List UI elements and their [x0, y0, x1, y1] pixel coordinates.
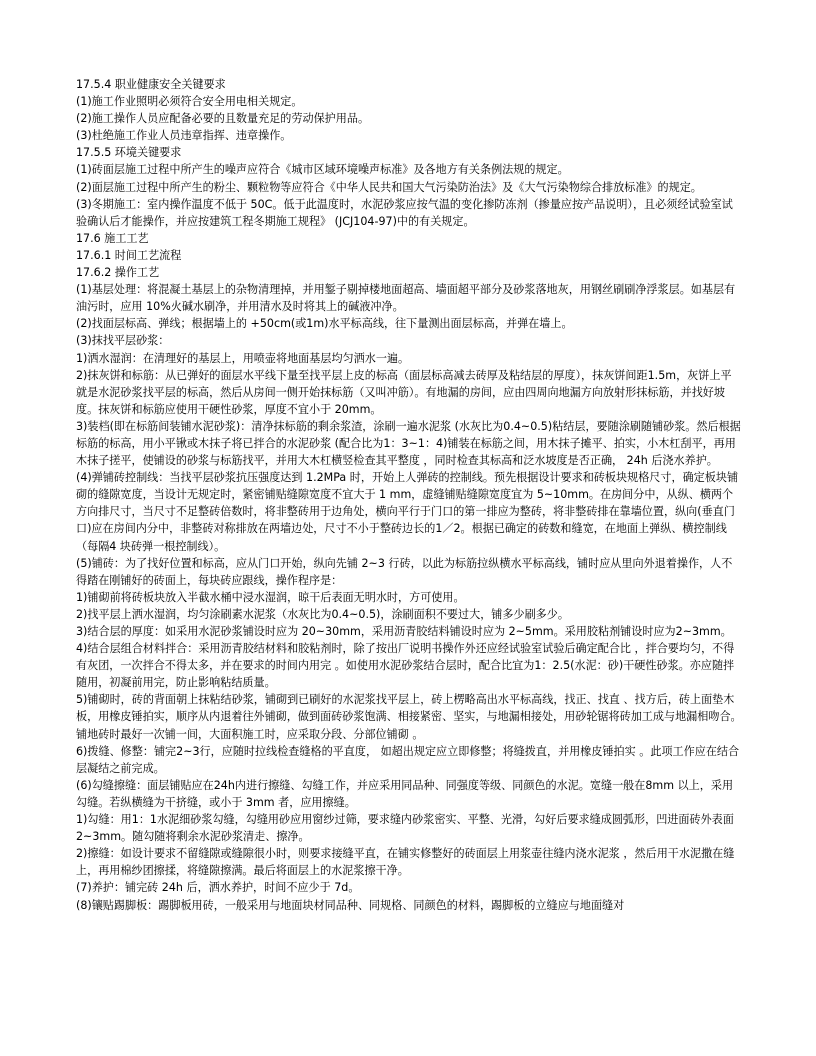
paragraph: 2)找平层上洒水湿润，均匀涂刷素水泥浆（水灰比为0.4~0.5)，涂刷面积不要过大，铺多少刷多少。 — [76, 607, 569, 621]
paragraph: (5)铺砖：为了找好位置和标高，应从门口开始，纵向先铺 2~3 行砖，以此为标筋拉纵横水平标高线，铺时应从里向外退着操作，人不得踏在刚铺好的砖面上，每块砖应跟线，操作程序是： — [76, 556, 733, 587]
paragraph: 3)装档(即在标筋间装铺水泥砂浆)：清净抹标筋的剩余浆渣，涂刷一遍水泥浆 (水灰比为0.4~0.5)粘结层，要随涂刷随铺砂浆。然后根据标筋的标高，用小平锹或木抹子将已拌合的水泥砂浆 (配合比为1：3~1：4)铺装在标筋之间，用木抹子摊平、拍实，小木杠刮平，再用木抹子搓平，使铺设的砂浆与标筋找平，并用大木杠横竖检查其平整度 ，同时检查其标高和泛水坡度是否正确， 24h 后浇水养护。 — [76, 419, 741, 468]
paragraph: 2)抹灰饼和标筋：从已弹好的面层水平线下量至找平层上皮的标高（面层标高减去砖厚及粘结层的厚度），抹灰饼间距1.5m，灰饼上平就是水泥砂浆找平层的标高，然后从房间一侧开始抹标筋（又叫冲筋）。有地漏的房间，应由四周向地漏方向放射形抹标筋，并找好坡度。抹灰饼和标筋应使用干硬性砂浆，厚度不宜小于 20mm。 — [76, 368, 732, 416]
paragraph: 4)结合层组合材料拌合：采用沥青胶结材料和胶粘剂时，除了按出厂说明书操作外还应经试验室试验后确定配合比 ，拌合要均匀，不得有灰团，一次拌合不得太多，并在要求的时间内用完 。如使用水泥砂浆结合层时，配合比宜为1：2.5(水泥：砂)干硬性砂浆。亦应随拌随用，初凝前用完，防止影响粘结质量。 — [76, 642, 735, 690]
paragraph: (1)砖面层施工过程中所产生的噪声应符合《城市区域环境噪声标准》及各地方有关条例法规的规定。 — [76, 163, 569, 177]
paragraph: 6)拨缝、修整：铺完2~3行，应随时拉线检查缝格的平直度， 如超出规定应立即修整；将缝拨直，并用橡皮锤拍实 。此项工作应在结合层凝结之前完成。 — [76, 744, 740, 775]
paragraph: (7)养护：铺完砖 24h 后，洒水养护，时间不应少于 7d。 — [76, 881, 360, 895]
paragraph: (2)找面层标高、弹线；根据墙上的 +50cm(或1m)水平标高线，往下量测出面层标高，并弹在墙上。 — [76, 317, 573, 331]
paragraph: 1)洒水湿润：在清理好的基层上，用喷壶将地面基层均匀洒水一遍。 — [76, 351, 410, 365]
section-heading-17-6: 17.6 施工工艺 — [76, 231, 149, 245]
paragraph: (1)施工作业照明必须符合安全用电相关规定。 — [76, 95, 303, 109]
paragraph: (3)冬期施工：室内操作温度不低于 50C。低于此温度时，水泥砂浆应按气温的变化掺防冻剂（掺量应按产品说明），且必须经试验室试验确认后才能操作，并应按建筑工程冬期施工规程》 (JCJ104-97)中的有关规定。 — [76, 197, 733, 228]
paragraph: (2)施工操作人员应配备必要的且数量充足的劳动保护用品。 — [76, 112, 370, 126]
document-page — [76, 76, 742, 914]
paragraph: (3)抹找平层砂浆： — [76, 334, 170, 348]
paragraph: (3)杜绝施工作业人员违章指挥、违章操作。 — [76, 129, 292, 143]
section-heading-17-5-5: 17.5.5 环境关键要求 — [76, 146, 182, 160]
section-heading-17-5-4: 17.5.4 职业健康安全关键要求 — [76, 78, 226, 91]
paragraph: 3)结合层的厚度：如采用水泥砂浆铺设时应为 20~30mm，采用沥青胶结料铺设时应为 2~5mm。采用胶粘剂铺设时应为2~3mm。 — [76, 625, 732, 638]
paragraph: 5)铺砌时，砖的背面朝上抹粘结砂浆，铺砌到已刷好的水泥浆找平层上，砖上楞略高出水平标高线，找正、找直 、找方后，砖上面垫木板，用橡皮锤拍实，顺序从内退着往外铺砌，做到面砖砂浆饱满、相接紧密、坚实，与地漏相接处，用砂轮锯将砖加工成与地漏相吻合。铺地砖时最好一次铺一间，大面积施工时，应采取分段、分部位铺砌 。 — [76, 693, 742, 741]
section-heading-17-6-1: 17.6.1 时间工艺流程 — [76, 248, 182, 262]
paragraph: 1)勾缝：用1：1水泥细砂浆勾缝，勾缝用砂应用窗纱过筛，要求缝内砂浆密实、平整、光滑，勾好后要求缝成圆弧形，凹进面砖外表面 2~3mm。随勾随将剩余水泥砂浆清走、擦净。 — [76, 813, 734, 844]
paragraph: 1)铺砌前将砖板块放入半截水桶中浸水湿润，晾干后表面无明水时，方可使用。 — [76, 590, 465, 604]
paragraph: 2)擦缝：如设计要求不留缝隙或缝隙很小时，则要求接缝平直，在铺实修整好的砖面层上用浆壶往缝内浇水泥浆 ，然后用干水泥撒在缝上，再用棉纱团擦揉，将缝隙擦满。最后将面层上的水泥浆擦干净。 — [76, 847, 735, 878]
paragraph: (8)镶贴踢脚板：踢脚板用砖，一般采用与地面块材同品种、同规格、同颜色的材料，踢脚板的立缝应与地面缝对 — [76, 898, 625, 912]
paragraph: (2)面层施工过程中所产生的粉尘、颗粒物等应符合《中华人民共和国大气污染防治法》及《大气污染物综合排放标准》的规定。 — [76, 180, 702, 194]
section-heading-17-6-2: 17.6.2 操作工艺 — [76, 266, 160, 280]
paragraph: (4)弹铺砖控制线：当找平层砂浆抗压强度达到 1.2MPa 时，开始上人弹砖的控制线。预先根据设计要求和砖板块规格尺寸，确定板块铺砌的缝隙宽度，当设计无规定时，紧密铺贴缝隙宽度不宜大于 1 mm，虚缝铺贴缝隙宽度宜为 5~10mm。在房间分中，从纵、横两个方向排尺寸，当尺寸不足整砖倍数时，将非整砖用于边角处，横向平行于门口的第一排应为整砖，将非整砖排在靠墙位置，纵向(垂直门口)应在房间内分中，非整砖对称排放在两墙边处，尺寸不小于整砖边长的1／2。根据已确定的砖数和缝宽，在地面上弹纵、横控制线（每隔4 块砖弹一根控制线）。 — [76, 471, 739, 553]
paragraph: (6)勾缝擦缝：面层铺贴应在24h内进行擦缝、勾缝工作，并应采用同品种、同强度等级、同颜色的水泥。宽缝一般在8mm 以上，采用勾缝。若纵横缝为干挤缝，或小于 3mm 者，应用擦缝。 — [76, 778, 734, 809]
paragraph: (1)基层处理：将混凝土基层上的杂物清理掉，并用錾子剔掉楼地面超高、墙面超平部分及砂浆落地灰，用钢丝刷刷净浮浆层。如基层有油污时，应用 10%火碱水刷净，并用清水及时将其上的碱液冲净。 — [76, 283, 736, 314]
